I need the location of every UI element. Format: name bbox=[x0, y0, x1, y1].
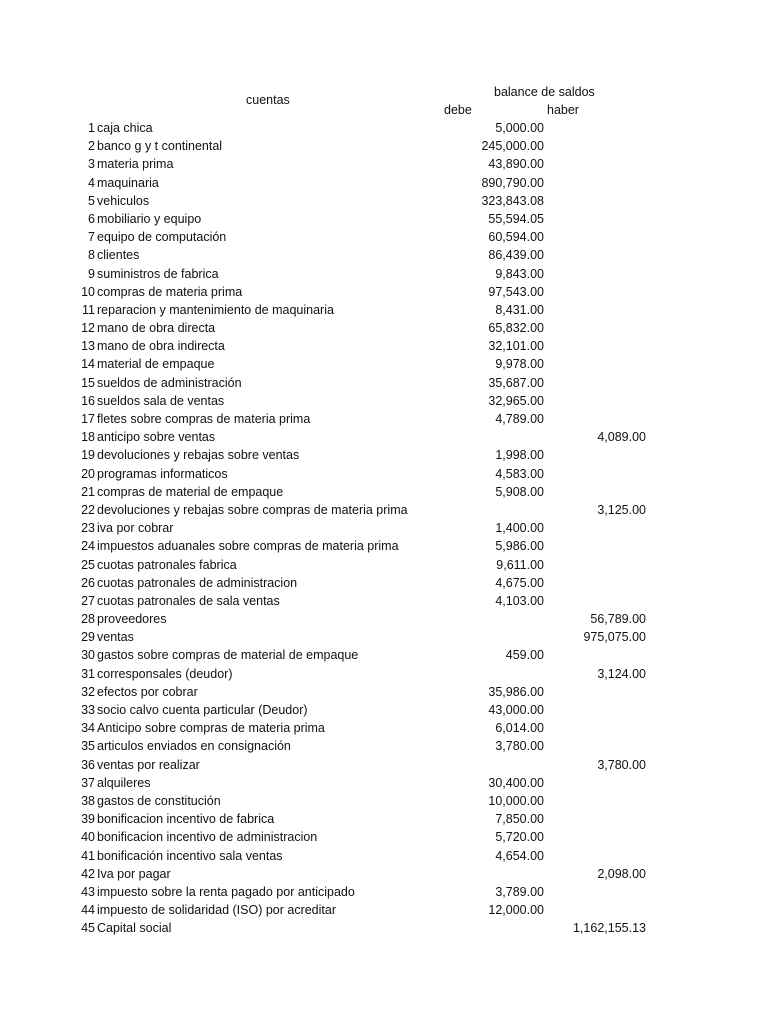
account-number: 6 bbox=[88, 211, 95, 226]
account-name: articulos enviados en consignación bbox=[97, 739, 291, 754]
debe-value: 43,890.00 bbox=[488, 157, 544, 172]
account-number: 16 bbox=[81, 393, 95, 408]
balance-header: balance de saldos bbox=[494, 85, 595, 99]
account-number: 7 bbox=[88, 230, 95, 245]
account-name: suministros de fabrica bbox=[97, 266, 219, 281]
debe-value: 5,000.00 bbox=[495, 121, 544, 135]
debe-value: 43,000.00 bbox=[488, 703, 544, 717]
account-number: 2 bbox=[88, 139, 95, 154]
table-row bbox=[0, 556, 768, 574]
table-row bbox=[0, 828, 768, 846]
debe-value: 1,998.00 bbox=[495, 448, 544, 463]
account-name: anticipo sobre ventas bbox=[97, 430, 216, 445]
account-name: materia prima bbox=[97, 157, 174, 172]
account-name: mano de obra directa bbox=[97, 321, 216, 336]
account-number: 27 bbox=[81, 593, 95, 608]
table-row bbox=[0, 610, 768, 628]
account-number: 31 bbox=[81, 666, 95, 681]
account-number: 44 bbox=[81, 903, 95, 918]
account-name: mano de obra indirecta bbox=[97, 339, 225, 354]
account-name: fletes sobre compras de materia prima bbox=[97, 412, 311, 426]
account-number: 3 bbox=[88, 157, 95, 172]
account-number: 11 bbox=[82, 302, 95, 317]
account-name: devoluciones y rebajas sobre compras de materia prima bbox=[97, 502, 408, 517]
account-name: iva por cobrar bbox=[97, 521, 174, 536]
cuentas-header: cuentas bbox=[246, 93, 290, 107]
account-number: 39 bbox=[81, 812, 95, 827]
account-name: banco g y t continental bbox=[97, 139, 223, 154]
table-row bbox=[0, 355, 768, 373]
account-name: bonificacion incentivo de administracion bbox=[97, 830, 318, 845]
table-row bbox=[0, 210, 768, 228]
table-row bbox=[0, 265, 768, 283]
table-row bbox=[0, 737, 768, 755]
account-number: 9 bbox=[88, 266, 95, 281]
account-number: 43 bbox=[81, 884, 95, 899]
account-number: 40 bbox=[81, 830, 95, 845]
debe-value: 9,611.00 bbox=[496, 557, 544, 572]
account-number: 10 bbox=[81, 284, 95, 299]
debe-value: 97,543.00 bbox=[488, 284, 544, 299]
debe-value: 4,654.00 bbox=[495, 848, 544, 863]
debe-value: 459.00 bbox=[505, 648, 544, 663]
debe-value: 245,000.00 bbox=[481, 139, 544, 154]
debe-value: 6,014.00 bbox=[495, 721, 544, 736]
debe-value: 8,431.00 bbox=[495, 302, 544, 317]
account-name: impuesto sobre la renta pagado por anticipado bbox=[97, 884, 355, 899]
debe-value: 3,780.00 bbox=[495, 739, 544, 754]
account-name: proveedores bbox=[97, 612, 167, 627]
table-row bbox=[0, 683, 768, 701]
account-number: 12 bbox=[81, 321, 95, 336]
debe-value: 5,986.00 bbox=[495, 539, 544, 554]
account-name: compras de materia prima bbox=[97, 284, 243, 299]
haber-value: 1,162,155.13 bbox=[573, 921, 646, 936]
haber-value: 975,075.00 bbox=[583, 630, 646, 645]
table-row bbox=[0, 137, 768, 155]
account-number: 18 bbox=[81, 430, 95, 445]
account-number: 15 bbox=[81, 375, 95, 390]
table-row bbox=[0, 192, 768, 210]
table-row bbox=[0, 792, 768, 810]
account-name: mobiliario y equipo bbox=[97, 211, 202, 226]
account-name: alquileres bbox=[97, 775, 151, 790]
account-name: ventas bbox=[97, 630, 134, 645]
table-row bbox=[0, 537, 768, 555]
account-name: programas informaticos bbox=[97, 466, 228, 481]
debe-value: 7,850.00 bbox=[495, 812, 544, 827]
table-row bbox=[0, 283, 768, 301]
account-name: compras de material de empaque bbox=[97, 484, 284, 499]
account-number: 24 bbox=[81, 539, 95, 554]
table-row bbox=[0, 174, 768, 192]
account-name: gastos de constitución bbox=[97, 793, 221, 808]
debe-value: 1,400.00 bbox=[495, 521, 544, 536]
account-name: sueldos de administración bbox=[97, 375, 242, 390]
account-number: 1 bbox=[88, 121, 95, 135]
table-row bbox=[0, 410, 768, 428]
account-name: ventas por realizar bbox=[97, 757, 200, 772]
debe-value: 323,843.08 bbox=[481, 193, 544, 208]
debe-value: 35,687.00 bbox=[488, 375, 544, 390]
account-number: 5 bbox=[88, 193, 95, 208]
account-number: 33 bbox=[81, 703, 95, 717]
account-number: 34 bbox=[81, 721, 95, 736]
account-name: Iva por pagar bbox=[97, 866, 171, 881]
account-name: equipo de computación bbox=[97, 230, 227, 245]
account-name: cuotas patronales de administracion bbox=[97, 575, 298, 590]
table-row bbox=[0, 665, 768, 683]
debe-value: 9,843.00 bbox=[495, 266, 544, 281]
account-name: devoluciones y rebajas sobre ventas bbox=[97, 448, 300, 463]
account-number: 32 bbox=[81, 684, 95, 699]
account-number: 20 bbox=[81, 466, 95, 481]
table-row bbox=[0, 628, 768, 646]
debe-value: 32,965.00 bbox=[488, 393, 544, 408]
account-number: 4 bbox=[88, 175, 95, 190]
table-row bbox=[0, 301, 768, 319]
accounts-table bbox=[0, 119, 768, 937]
account-name: Anticipo sobre compras de materia prima bbox=[97, 721, 325, 736]
account-name: socio calvo cuenta particular (Deudor) bbox=[97, 703, 308, 717]
account-number: 22 bbox=[81, 502, 95, 517]
haber-value: 3,125.00 bbox=[597, 502, 646, 517]
account-name: vehiculos bbox=[97, 193, 150, 208]
table-row bbox=[0, 374, 768, 392]
debe-value: 30,400.00 bbox=[488, 775, 544, 790]
debe-value: 65,832.00 bbox=[488, 321, 544, 336]
account-number: 36 bbox=[81, 757, 95, 772]
account-number: 30 bbox=[81, 648, 95, 663]
table-row bbox=[0, 483, 768, 501]
account-name: clientes bbox=[97, 248, 140, 263]
account-number: 42 bbox=[81, 866, 95, 881]
table-row bbox=[0, 901, 768, 919]
account-name: maquinaria bbox=[97, 175, 159, 190]
account-number: 28 bbox=[81, 612, 95, 627]
table-row bbox=[0, 774, 768, 792]
account-number: 41 bbox=[81, 848, 95, 863]
debe-value: 60,594.00 bbox=[488, 230, 544, 245]
debe-value: 35,986.00 bbox=[488, 684, 544, 699]
table-row bbox=[0, 847, 768, 865]
account-name: corresponsales (deudor) bbox=[97, 666, 233, 681]
debe-header: debe bbox=[444, 103, 472, 117]
account-number: 25 bbox=[81, 557, 95, 572]
table-row bbox=[0, 574, 768, 592]
debe-value: 55,594.05 bbox=[488, 211, 544, 226]
haber-value: 2,098.00 bbox=[597, 866, 646, 881]
table-row bbox=[0, 701, 768, 719]
debe-value: 32,101.00 bbox=[488, 339, 544, 354]
debe-value: 10,000.00 bbox=[488, 793, 544, 808]
debe-value: 3,789.00 bbox=[495, 884, 544, 899]
table-row bbox=[0, 519, 768, 537]
account-name: impuestos aduanales sobre compras de materia prima bbox=[97, 539, 399, 554]
table-row bbox=[0, 155, 768, 173]
account-number: 13 bbox=[81, 339, 95, 354]
table-row bbox=[0, 228, 768, 246]
table-row bbox=[0, 592, 768, 610]
account-name: caja chica bbox=[97, 121, 153, 135]
account-name: reparacion y mantenimiento de maquinaria bbox=[97, 302, 334, 317]
account-number: 8 bbox=[88, 248, 95, 263]
table-row bbox=[0, 428, 768, 446]
account-number: 29 bbox=[81, 630, 95, 645]
table-row bbox=[0, 883, 768, 901]
account-name: impuesto de solidaridad (ISO) por acreditar bbox=[97, 903, 337, 918]
account-number: 19 bbox=[81, 448, 95, 463]
account-name: bonificacion incentivo de fabrica bbox=[97, 812, 275, 827]
account-number: 37 bbox=[81, 775, 95, 790]
debe-value: 5,720.00 bbox=[495, 830, 544, 845]
account-number: 14 bbox=[81, 357, 95, 372]
table-row bbox=[0, 719, 768, 737]
account-name: gastos sobre compras de material de empaque bbox=[97, 648, 359, 663]
debe-value: 9,978.00 bbox=[495, 357, 544, 372]
debe-value: 4,675.00 bbox=[495, 575, 544, 590]
account-name: cuotas patronales fabrica bbox=[97, 557, 237, 572]
debe-value: 4,789.00 bbox=[495, 412, 544, 426]
account-number: 38 bbox=[81, 793, 95, 808]
table-row bbox=[0, 919, 768, 937]
account-name: efectos por cobrar bbox=[97, 684, 198, 699]
table-row bbox=[0, 392, 768, 410]
haber-header: haber bbox=[547, 103, 579, 117]
debe-value: 12,000.00 bbox=[488, 903, 544, 918]
haber-value: 3,780.00 bbox=[597, 757, 646, 772]
account-number: 21 bbox=[81, 484, 95, 499]
table-row bbox=[0, 465, 768, 483]
account-number: 35 bbox=[81, 739, 95, 754]
account-number: 17 bbox=[81, 412, 95, 426]
account-name: cuotas patronales de sala ventas bbox=[97, 593, 280, 608]
haber-value: 4,089.00 bbox=[597, 430, 646, 445]
debe-value: 890,790.00 bbox=[481, 175, 544, 190]
account-number: 26 bbox=[81, 575, 95, 590]
account-name: Capital social bbox=[97, 921, 172, 936]
account-name: material de empaque bbox=[97, 357, 215, 372]
account-number: 45 bbox=[81, 921, 95, 936]
table-row bbox=[0, 810, 768, 828]
debe-value: 5,908.00 bbox=[495, 484, 544, 499]
account-name: bonificación incentivo sala ventas bbox=[97, 848, 283, 863]
table-row bbox=[0, 337, 768, 355]
account-name: sueldos sala de ventas bbox=[97, 393, 225, 408]
table-row bbox=[0, 246, 768, 264]
haber-value: 56,789.00 bbox=[590, 612, 646, 627]
table-row bbox=[0, 865, 768, 883]
table-row bbox=[0, 119, 768, 137]
table-row bbox=[0, 646, 768, 664]
haber-value: 3,124.00 bbox=[597, 666, 646, 681]
table-row bbox=[0, 319, 768, 337]
table-row bbox=[0, 756, 768, 774]
table-row bbox=[0, 446, 768, 464]
account-number: 23 bbox=[81, 521, 95, 536]
table-row bbox=[0, 501, 768, 519]
debe-value: 86,439.00 bbox=[488, 248, 544, 263]
debe-value: 4,103.00 bbox=[495, 593, 544, 608]
debe-value: 4,583.00 bbox=[495, 466, 544, 481]
